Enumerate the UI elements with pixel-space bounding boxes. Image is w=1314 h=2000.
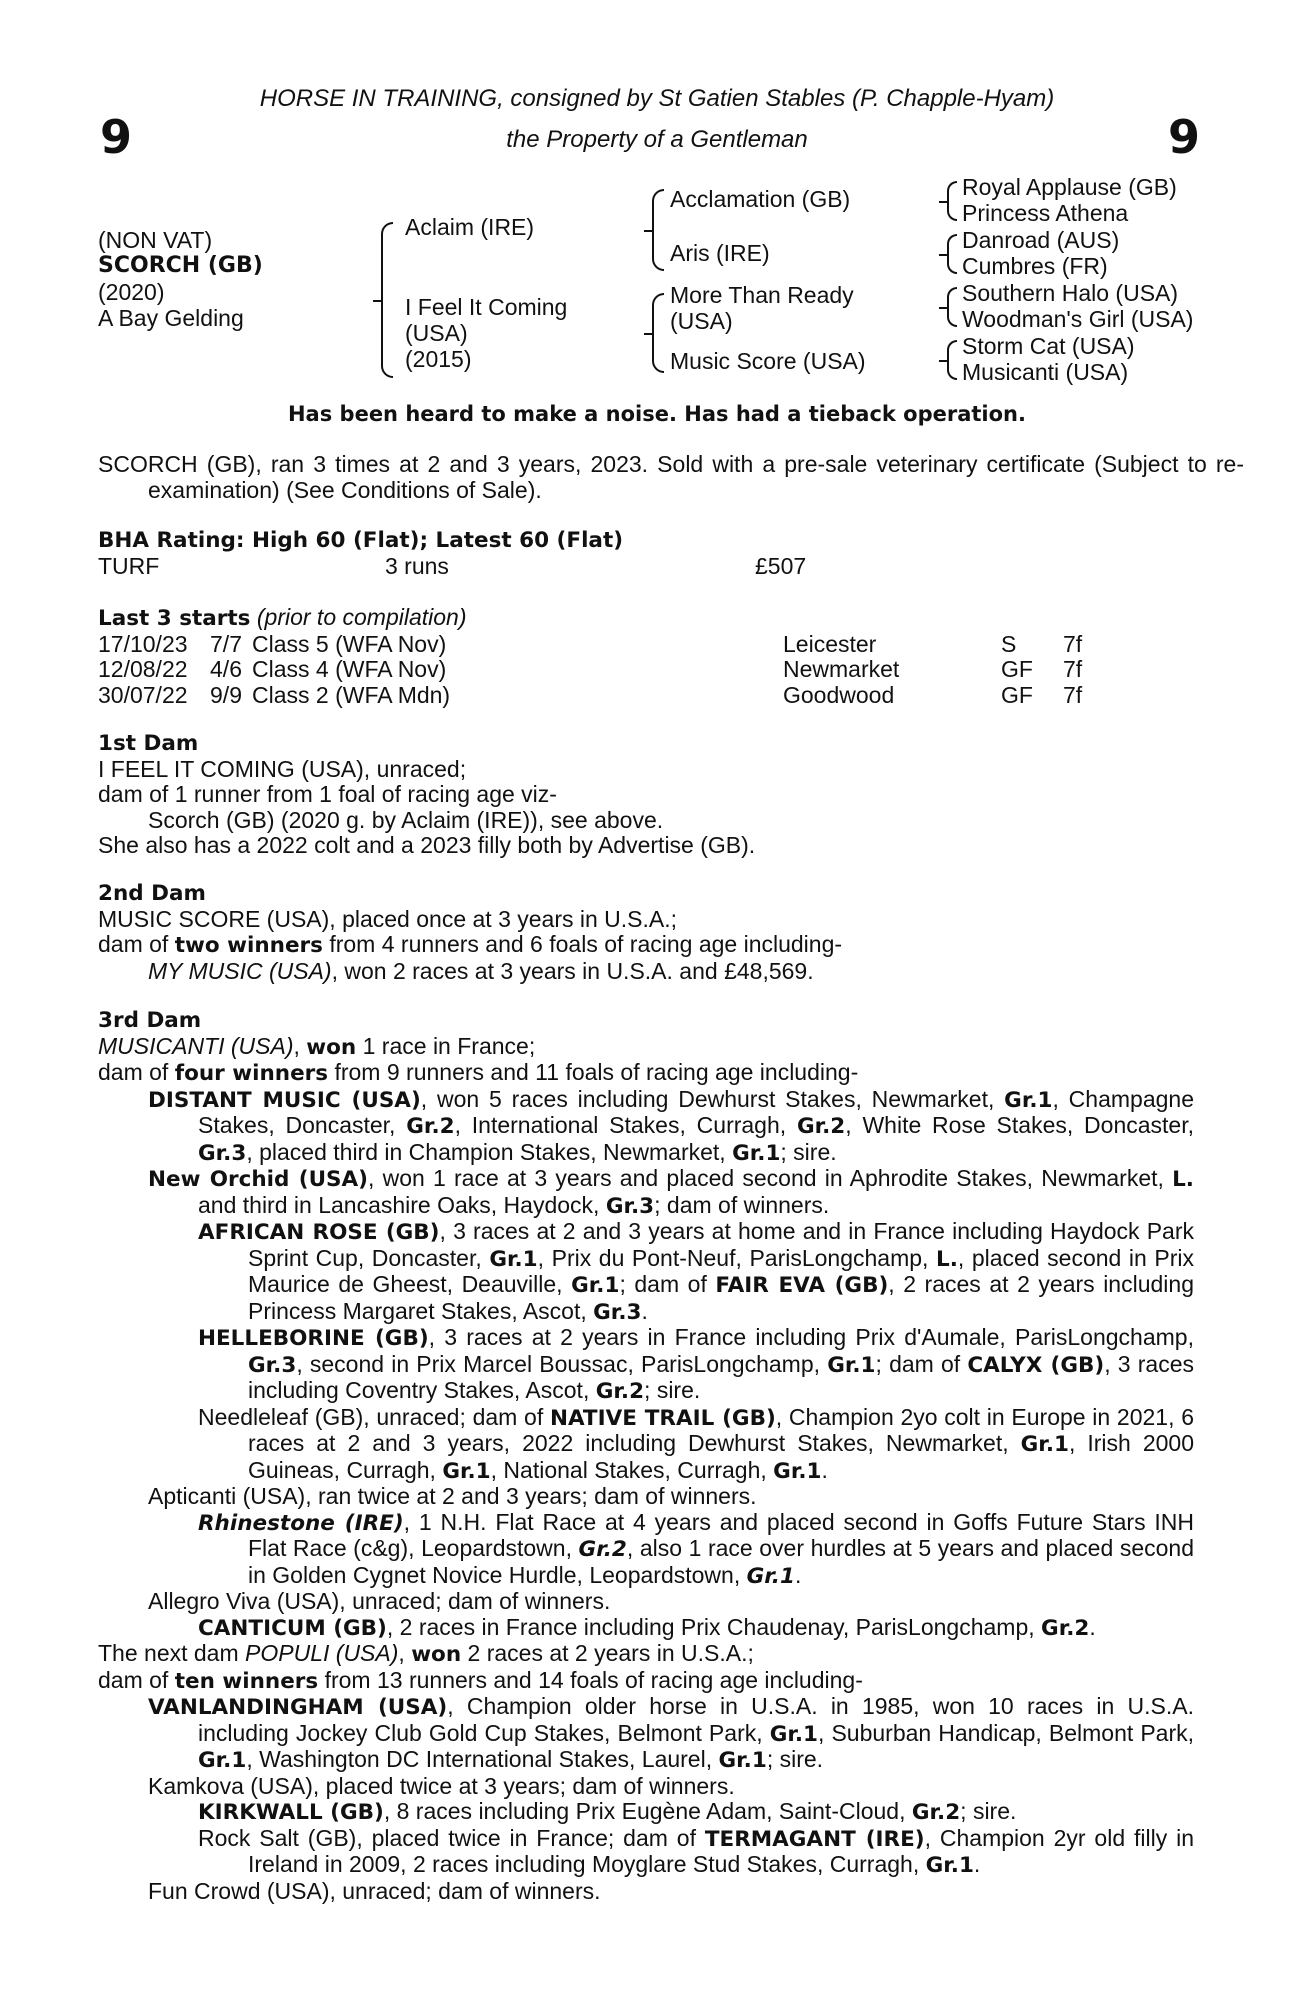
horse-name: Rhinestone (IRE) [198,1510,404,1536]
start-course: Newmarket [783,656,900,682]
start-course: Leicester [783,630,877,657]
text: , Champagne Stakes, Doncaster, [198,1085,1194,1138]
next-dam-section [98,1641,1194,1904]
text: , International Stakes, Curragh, [454,1112,797,1138]
text: . [973,1851,981,1877]
start-row [98,657,1194,683]
text: , won 5 races including Dewhurst Stakes, Newmarket, [420,1085,1005,1112]
last-starts-section [98,605,1194,708]
horse-name: NATIVE TRAIL (GB) [549,1405,776,1431]
horse-name: KIRKWALL (GB) [198,1800,384,1825]
property-line: the Property of a Gentleman [506,126,808,153]
pedigree-sire-sire: Acclamation (GB) [670,186,851,212]
pedigree-brace-g4-4 [947,340,957,380]
text: and third in Lancashire Oaks, Haydock, [198,1191,606,1218]
text: 1 race in France; [356,1032,536,1059]
grade: Gr.1 [746,1563,795,1589]
grade: Gr.1 [489,1246,538,1272]
pedigree-g4: Cumbres (FR) [962,253,1108,279]
pedigree-dam-line3: (2015) [405,346,472,372]
second-dam-heading: 2nd Dam [98,881,206,906]
text: , 3 races including Coventry Stakes, Ascot, [248,1350,1195,1403]
grade: Gr.1 [1020,1432,1069,1457]
horse-identity [98,227,263,331]
text: ; sire. [766,1746,824,1772]
text: ; sire. [780,1138,837,1165]
produce-entry-vanlandingham [148,1694,1194,1774]
text: Needleleaf (GB), unraced; dam of [198,1403,550,1430]
produce-entry-new-orchid [148,1166,1194,1219]
second-dam-produce-summary [98,932,1194,959]
horse-year: (2020) [98,279,165,305]
text: , Irish 2000 Guineas, Curragh, [248,1430,1194,1483]
grade: L. [936,1246,958,1272]
text: , Washington DC International Stakes, Laurel, [246,1746,719,1772]
grade: Gr.3 [593,1299,642,1325]
start-distance: 7f [1063,630,1083,657]
produce-entry-helleborine [198,1325,1194,1405]
produce-entry-allegro-viva: Allegro Viva (USA), unraced; dam of winners. [148,1588,611,1614]
text: from 13 runners and 14 foals of racing age including- [318,1666,863,1693]
start-going: S [1001,630,1017,657]
produce-entry-african-rose [198,1219,1194,1325]
first-dam-line: I FEEL IT COMING (USA), unraced; [98,755,467,782]
third-dam-intro [98,1034,1194,1061]
grade: Gr.3 [198,1140,247,1166]
pedigree-brace-g4-2 [947,234,957,274]
start-class: Class 2 (WFA Mdn) [252,681,451,708]
grade: Gr.2 [406,1114,455,1139]
winner-count: ten winners [174,1668,319,1694]
text: , Suburban Handicap, Belmont Park, [818,1719,1194,1746]
text: dam of [98,931,175,957]
horse-name: HELLEBORINE (GB) [198,1326,429,1351]
produce-entry-kirkwall [198,1799,1194,1826]
produce-entry-rock-salt [198,1826,1194,1879]
text: , placed third in Champion Stakes, Newmarket, [246,1138,733,1165]
start-going: GF [1001,681,1033,708]
horse-description: A Bay Gelding [98,305,244,331]
winner-count: four winners [174,1061,329,1086]
grade: L. [1172,1167,1194,1192]
text: dam of [98,1059,175,1085]
text: , [293,1032,307,1059]
grade: Gr.2 [796,1114,846,1139]
pedigree-brace-sire [652,189,664,271]
start-position: 7/7 [210,630,242,657]
pedigree-dam-dam: Music Score (USA) [670,348,866,374]
consignment-line: HORSE IN TRAINING, consigned by St Gatien Stables (P. Chapple-Hyam) [259,85,1055,112]
rating-section [98,528,1194,579]
pedigree-dam-line2: (USA) [405,320,468,346]
pedigree-g4: Storm Cat (USA) [962,333,1135,359]
pedigree-brace-g4-3 [947,287,957,327]
pedigree-brace-main [381,222,393,378]
third-dam-produce-summary [98,1060,1194,1087]
pedigree-sire: Aclaim (IRE) [405,214,535,240]
surface: TURF [98,552,160,579]
start-distance: 7f [1063,656,1083,682]
horse-name: SCORCH (GB) [98,253,263,278]
text: , White Rose Stakes, Doncaster, [845,1112,1194,1138]
lot-number-right: 9 [1167,110,1200,164]
pedigree-dam-sire-line2: (USA) [670,308,733,334]
text: . [821,1456,828,1483]
text: . [794,1561,802,1588]
start-course: Goodwood [783,681,895,708]
produce-entry-fun-crowd: Fun Crowd (USA), unraced; dam of winners. [148,1877,601,1904]
text: , 3 races at 2 years in France including Prix d'Aumale, ParisLongchamp, [428,1324,1194,1350]
race-summary: SCORCH (GB), ran 3 times at 2 and 3 years, 2023. Sold with a pre-sale veterinary certificate (Subject to re-examination) (See Conditions of Sale). [98,451,1244,503]
text: , 2 races at 2 years including Princess Margaret Stakes, Ascot, [248,1271,1194,1324]
pedigree-dam-sire-line1: More Than Ready [670,282,854,308]
horse-name: TERMAGANT (IRE) [704,1826,925,1852]
horse-name: AFRICAN ROSE (GB) [198,1220,440,1245]
text: Rock Salt (GB), placed twice in France; dam of [198,1824,705,1851]
grade: Gr.1 [773,1458,822,1484]
text: ; sire. [644,1377,701,1403]
last-starts-note: (prior to compilation) [256,604,467,630]
text: , Prix du Pont-Neuf, ParisLongchamp, [537,1244,936,1271]
text: ; dam of winners. [654,1191,830,1218]
first-dam-heading: 1st Dam [98,731,199,756]
last-starts-heading: Last 3 starts [98,606,251,631]
start-distance: 7f [1063,681,1083,708]
pedigree-g4: Woodman's Girl (USA) [962,306,1194,332]
third-dam-section [98,1008,1194,1641]
horse-name: FAIR EVA (GB) [715,1273,889,1298]
text: , National Stakes, Curragh, [490,1456,774,1483]
first-dam-section [98,731,1194,859]
wind-operation-warning: Has been heard to make a noise. Has had a tieback operation. [287,402,1026,426]
first-dam-line: dam of 1 runner from 1 foal of racing age viz- [98,781,557,807]
grade: Gr.2 [911,1800,961,1825]
grade: Gr.1 [827,1352,876,1378]
pedigree-g4: Royal Applause (GB) [962,174,1177,200]
text: , 3 races at 2 and 3 years at home and in France including Haydock Park Sprint Cup, Doncaster, [248,1218,1194,1271]
grade: Gr.1 [732,1140,781,1166]
next-dam-produce-summary [98,1668,1194,1695]
text: The next dam [98,1640,246,1666]
horse-name: VANLANDINGHAM (USA) [148,1695,448,1720]
next-dam-intro [98,1641,1194,1668]
turf-record [98,554,1194,580]
text: , placed second in Prix Maurice de Gheest, Deauville, [248,1244,1194,1297]
pedigree-g4: Princess Athena [962,200,1129,226]
horse-name: POPULI (USA) [245,1640,399,1666]
produce-entry-apticanti: Apticanti (USA), ran twice at 2 and 3 years; dam of winners. [148,1483,757,1509]
text: , Champion 2yr old filly in Ireland in 2009, 2 races including Moyglare Stud Stakes, Curragh, [248,1824,1194,1877]
text: won [411,1642,462,1667]
text: , also 1 race over hurdles at 5 years and placed second in Golden Cygnet Novice Hurdle, Leopardstown, [248,1535,1194,1588]
start-position: 9/9 [210,681,242,708]
start-date: 30/07/22 [98,681,188,708]
pedigree-dam-line1: I Feel It Coming [405,294,568,320]
grade: Gr.3 [605,1193,655,1219]
run-count: 3 runs [385,552,449,579]
pedigree-brace-g4-1 [947,181,957,221]
second-dam-section [98,881,1194,984]
start-class: Class 4 (WFA Nov) [252,656,447,682]
start-row [98,632,1194,658]
text: ; sire. [960,1798,1017,1824]
grade: Gr.2 [595,1379,645,1404]
grade: Gr.1 [442,1458,491,1484]
second-dam-line: MUSIC SCORE (USA), placed once at 3 years in U.S.A.; [98,905,678,932]
text: from 9 runners and 11 foals of racing age including- [328,1059,859,1085]
text: , 8 races including Prix Eugène Adam, Saint-Cloud, [383,1798,912,1824]
third-dam-heading: 3rd Dam [98,1008,202,1033]
text: , 1 N.H. Flat Race at 4 years and placed second in Goffs Future Stars INH Flat Race (c&g), Leopardstown, [248,1508,1195,1561]
text: 2 races at 2 years in U.S.A.; [461,1640,754,1666]
start-date: 17/10/23 [98,630,188,657]
produce-entry-canticum [198,1615,1194,1642]
text: won [306,1034,357,1060]
grade: Gr.3 [248,1352,297,1378]
produce-entry-distant-music [148,1087,1194,1167]
horse-name: CALYX (GB) [967,1352,1105,1378]
text: ; dam of [875,1350,968,1377]
text: , Champion 2yo colt in Europe in 2021, 6 races at 2 and 3 years, 2022 including Dewhurst Stakes, Newmarket, [248,1403,1194,1456]
produce-entry-needleleaf [198,1405,1194,1485]
grade: Gr.2 [1041,1615,1090,1641]
horse-name: CANTICUM (GB) [198,1615,387,1641]
text: . [1089,1613,1096,1640]
lot-number-left: 9 [100,110,133,164]
pedigree-g4: Musicanti (USA) [962,359,1129,385]
start-row [98,683,1194,709]
text: , 2 races in France including Prix Chaudenay, ParisLongchamp, [386,1613,1042,1640]
text: , won 1 race at 3 years and placed second in Aphrodite Stakes, Newmarket, [367,1165,1173,1191]
text: from 4 runners and 6 foals of racing age including- [322,931,843,957]
text: ; dam of [619,1271,716,1297]
horse-name: DISTANT MUSIC (USA) [148,1087,421,1113]
text: , won 2 races at 3 years in U.S.A. and £48,569. [331,957,814,984]
grade: Gr.1 [925,1853,974,1878]
start-class: Class 5 (WFA Nov) [252,630,447,657]
vat-status: (NON VAT) [98,227,213,253]
grade: Gr.1 [571,1273,620,1298]
grade: Gr.1 [1004,1087,1053,1113]
horse-name: MUSICANTI (USA) [98,1032,294,1059]
first-dam-produce: Scorch (GB) (2020 g. by Aclaim (IRE)), see above. [148,806,664,833]
winner-count: two winners [174,933,323,958]
first-dam-line: She also has a 2022 colt and a 2023 filly both by Advertise (GB). [98,832,756,858]
second-dam-produce [148,959,1194,985]
text: . [641,1297,648,1324]
horse-name: New Orchid (USA) [148,1167,368,1192]
earnings: £507 [755,552,807,579]
text: , [398,1640,412,1666]
text: dam of [98,1666,175,1693]
text: , second in Prix Marcel Boussac, ParisLongchamp, [296,1350,828,1377]
grade: Gr.1 [769,1721,818,1747]
produce-entry-kamkova: Kamkova (USA), placed twice at 3 years; dam of winners. [148,1772,735,1799]
pedigree-sire-dam: Aris (IRE) [670,240,770,266]
start-going: GF [1001,656,1033,682]
start-position: 4/6 [210,656,242,682]
horse-name: MY MUSIC (USA) [148,957,332,984]
produce-entry-rhinestone [198,1510,1194,1590]
start-date: 12/08/22 [98,656,188,682]
text: , Champion older horse in U.S.A. in 1985, won 10 races in U.S.A. including Jockey Club Gold Cup Stakes, Belmont Park, [198,1693,1194,1746]
grade: Gr.1 [198,1748,247,1773]
pedigree-g4: Southern Halo (USA) [962,280,1179,306]
pedigree-brace-dam [652,293,664,373]
rating-heading: BHA Rating: High 60 (Flat); Latest 60 (Flat) [98,528,624,553]
grade: Gr.2 [578,1537,627,1562]
pedigree-g4: Danroad (AUS) [962,227,1120,253]
grade: Gr.1 [718,1748,767,1773]
